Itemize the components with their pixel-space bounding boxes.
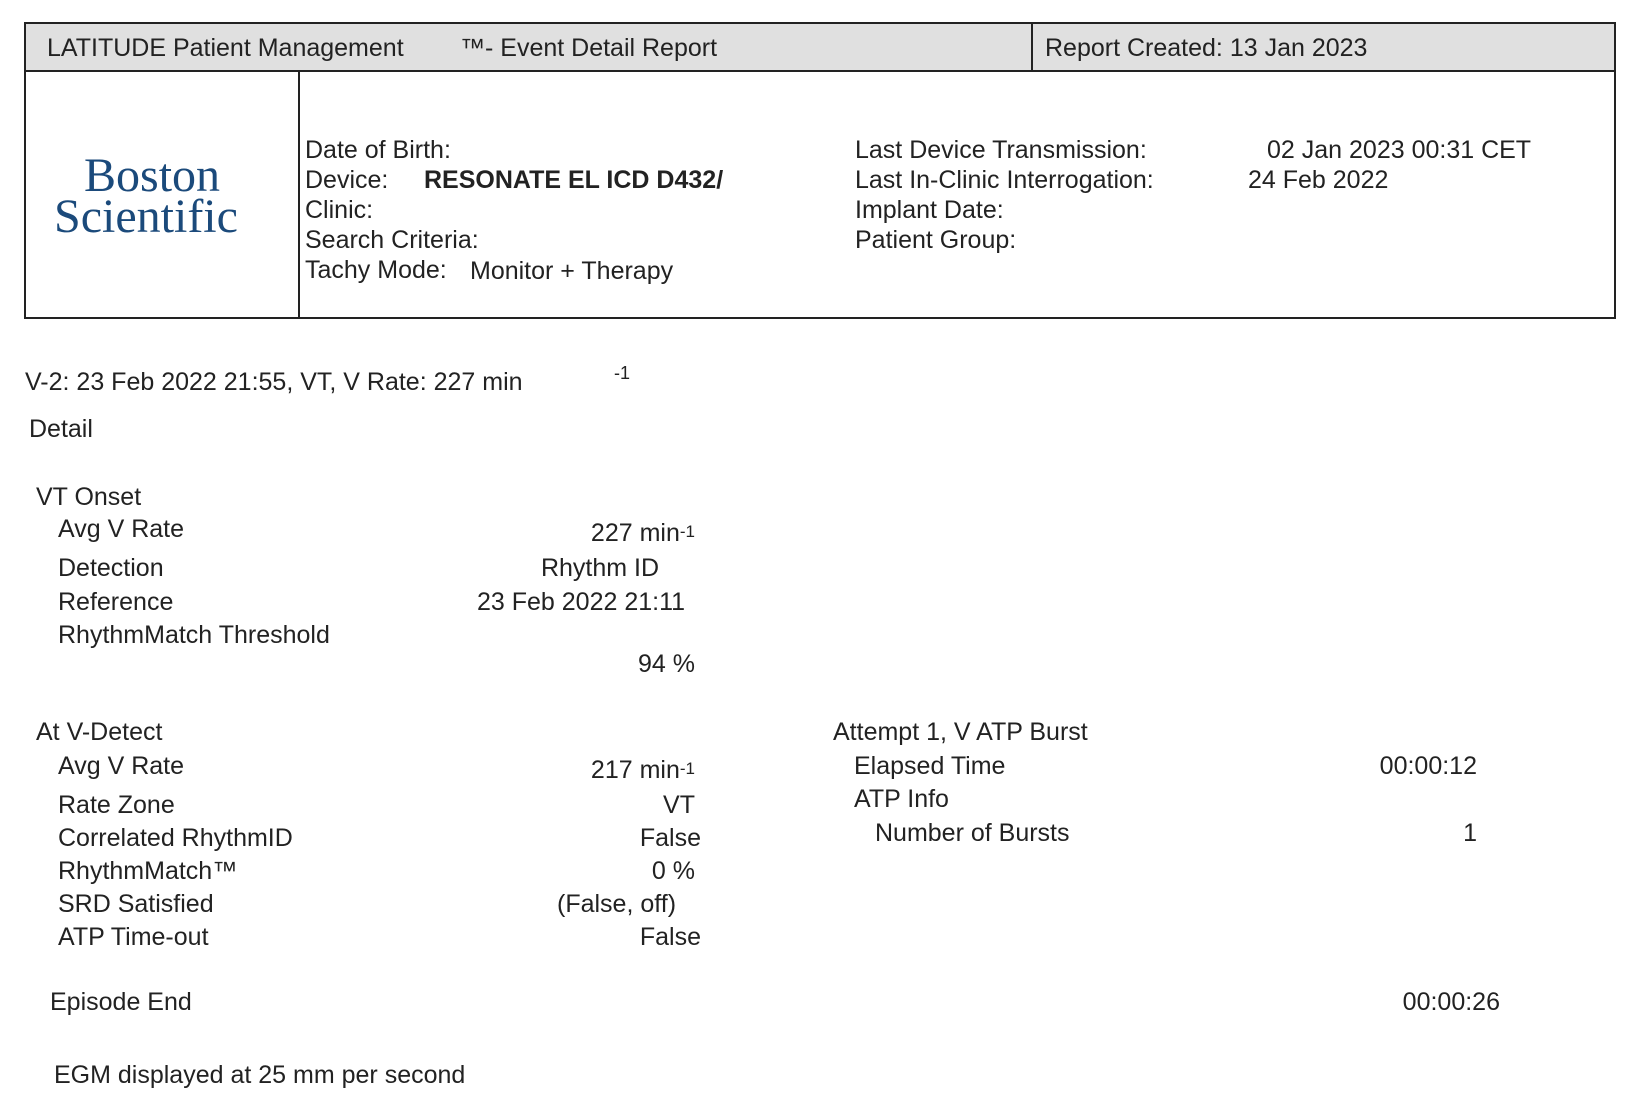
rate-zone-label: Rate Zone bbox=[58, 791, 175, 819]
search-criteria-label: Search Criteria: bbox=[305, 226, 479, 254]
patient-group-label: Patient Group: bbox=[855, 226, 1017, 254]
number-of-bursts-value: 1 bbox=[1463, 819, 1477, 847]
episode-end-value: 00:00:26 bbox=[1402, 988, 1500, 1016]
last-transmission-value: 02 Jan 2023 00:31 CET bbox=[1267, 136, 1532, 164]
detect-avg-rate-value: 217 $\min^{-1}$ bbox=[590, 756, 695, 784]
logo-divider bbox=[298, 70, 300, 319]
detect-avg-rate-label: Avg V Rate bbox=[58, 752, 185, 780]
correlated-rhythmid-label: Correlated RhythmID bbox=[58, 824, 293, 852]
device-label: Device: bbox=[305, 166, 389, 194]
number-of-bursts-label: Number of Bursts bbox=[875, 819, 1070, 847]
tachy-mode-value: Monitor + Therapy bbox=[470, 257, 674, 285]
last-transmission-label: Last Device Transmission: bbox=[855, 136, 1147, 164]
logo-line-1: Boston bbox=[84, 149, 221, 202]
report-title: ™- Event Detail Report bbox=[460, 34, 718, 62]
onset-threshold-value: 94 % bbox=[638, 650, 695, 678]
event-title-superscript: -1 bbox=[614, 363, 631, 383]
last-interrogation-label: Last In-Clinic Interrogation: bbox=[855, 166, 1154, 194]
atp-timeout-label: ATP Time-out bbox=[58, 923, 209, 951]
atp-info-label: ATP Info bbox=[854, 785, 949, 813]
onset-detection-label: Detection bbox=[58, 554, 164, 582]
rate-zone-value: VT bbox=[663, 791, 695, 819]
detail-label: Detail bbox=[29, 415, 93, 443]
atp-timeout-value: False bbox=[639, 923, 701, 951]
onset-reference-value: 23 Feb 2022 21:11 bbox=[477, 588, 686, 616]
header-bar bbox=[26, 24, 1614, 72]
last-interrogation-value: 24 Feb 2022 bbox=[1248, 166, 1389, 194]
elapsed-time-label: Elapsed Time bbox=[854, 752, 1006, 780]
tachy-mode-label: Tachy Mode: bbox=[305, 256, 447, 284]
attempt-heading: Attempt 1, V ATP Burst bbox=[833, 718, 1088, 746]
device-value: RESONATE EL ICD D432/ bbox=[424, 166, 724, 194]
header-divider bbox=[1031, 24, 1033, 70]
report-created: Report Created: 13 Jan 2023 bbox=[1045, 34, 1368, 62]
logo-line-2: Scientific bbox=[54, 189, 238, 243]
event-title: V-2: 23 Feb 2022 21:55, VT, V Rate: 227 min bbox=[25, 368, 523, 396]
episode-end-label: Episode End bbox=[50, 988, 192, 1016]
onset-detection-value: Rhythm ID bbox=[540, 554, 660, 582]
onset-threshold-label: RhythmMatch Threshold bbox=[58, 621, 330, 649]
clinic-label: Clinic: bbox=[305, 196, 374, 224]
onset-avg-rate-value: 227 $\min^{-1}$ bbox=[590, 519, 695, 547]
onset-reference-label: Reference bbox=[58, 588, 174, 616]
rhythmmatch-label: RhythmMatch™ bbox=[58, 857, 238, 885]
srd-satisfied-value: (False, off) bbox=[557, 890, 677, 918]
boston-scientific-logo bbox=[54, 149, 264, 243]
vt-onset-heading: VT Onset bbox=[36, 483, 142, 511]
correlated-rhythmid-value: False bbox=[639, 824, 701, 852]
dob-label: Date of Birth: bbox=[305, 136, 451, 164]
rhythmmatch-value: 0 % bbox=[651, 857, 695, 885]
onset-avg-rate-label: Avg V Rate bbox=[58, 515, 185, 543]
srd-satisfied-label: SRD Satisfied bbox=[58, 890, 214, 918]
elapsed-time-value: 00:00:12 bbox=[1379, 752, 1477, 780]
v-detect-heading: At V-Detect bbox=[36, 718, 163, 746]
system-name: LATITUDE Patient Management bbox=[47, 34, 404, 62]
egm-note: EGM displayed at 25 mm per second bbox=[54, 1061, 466, 1089]
implant-date-label: Implant Date: bbox=[855, 196, 1004, 224]
